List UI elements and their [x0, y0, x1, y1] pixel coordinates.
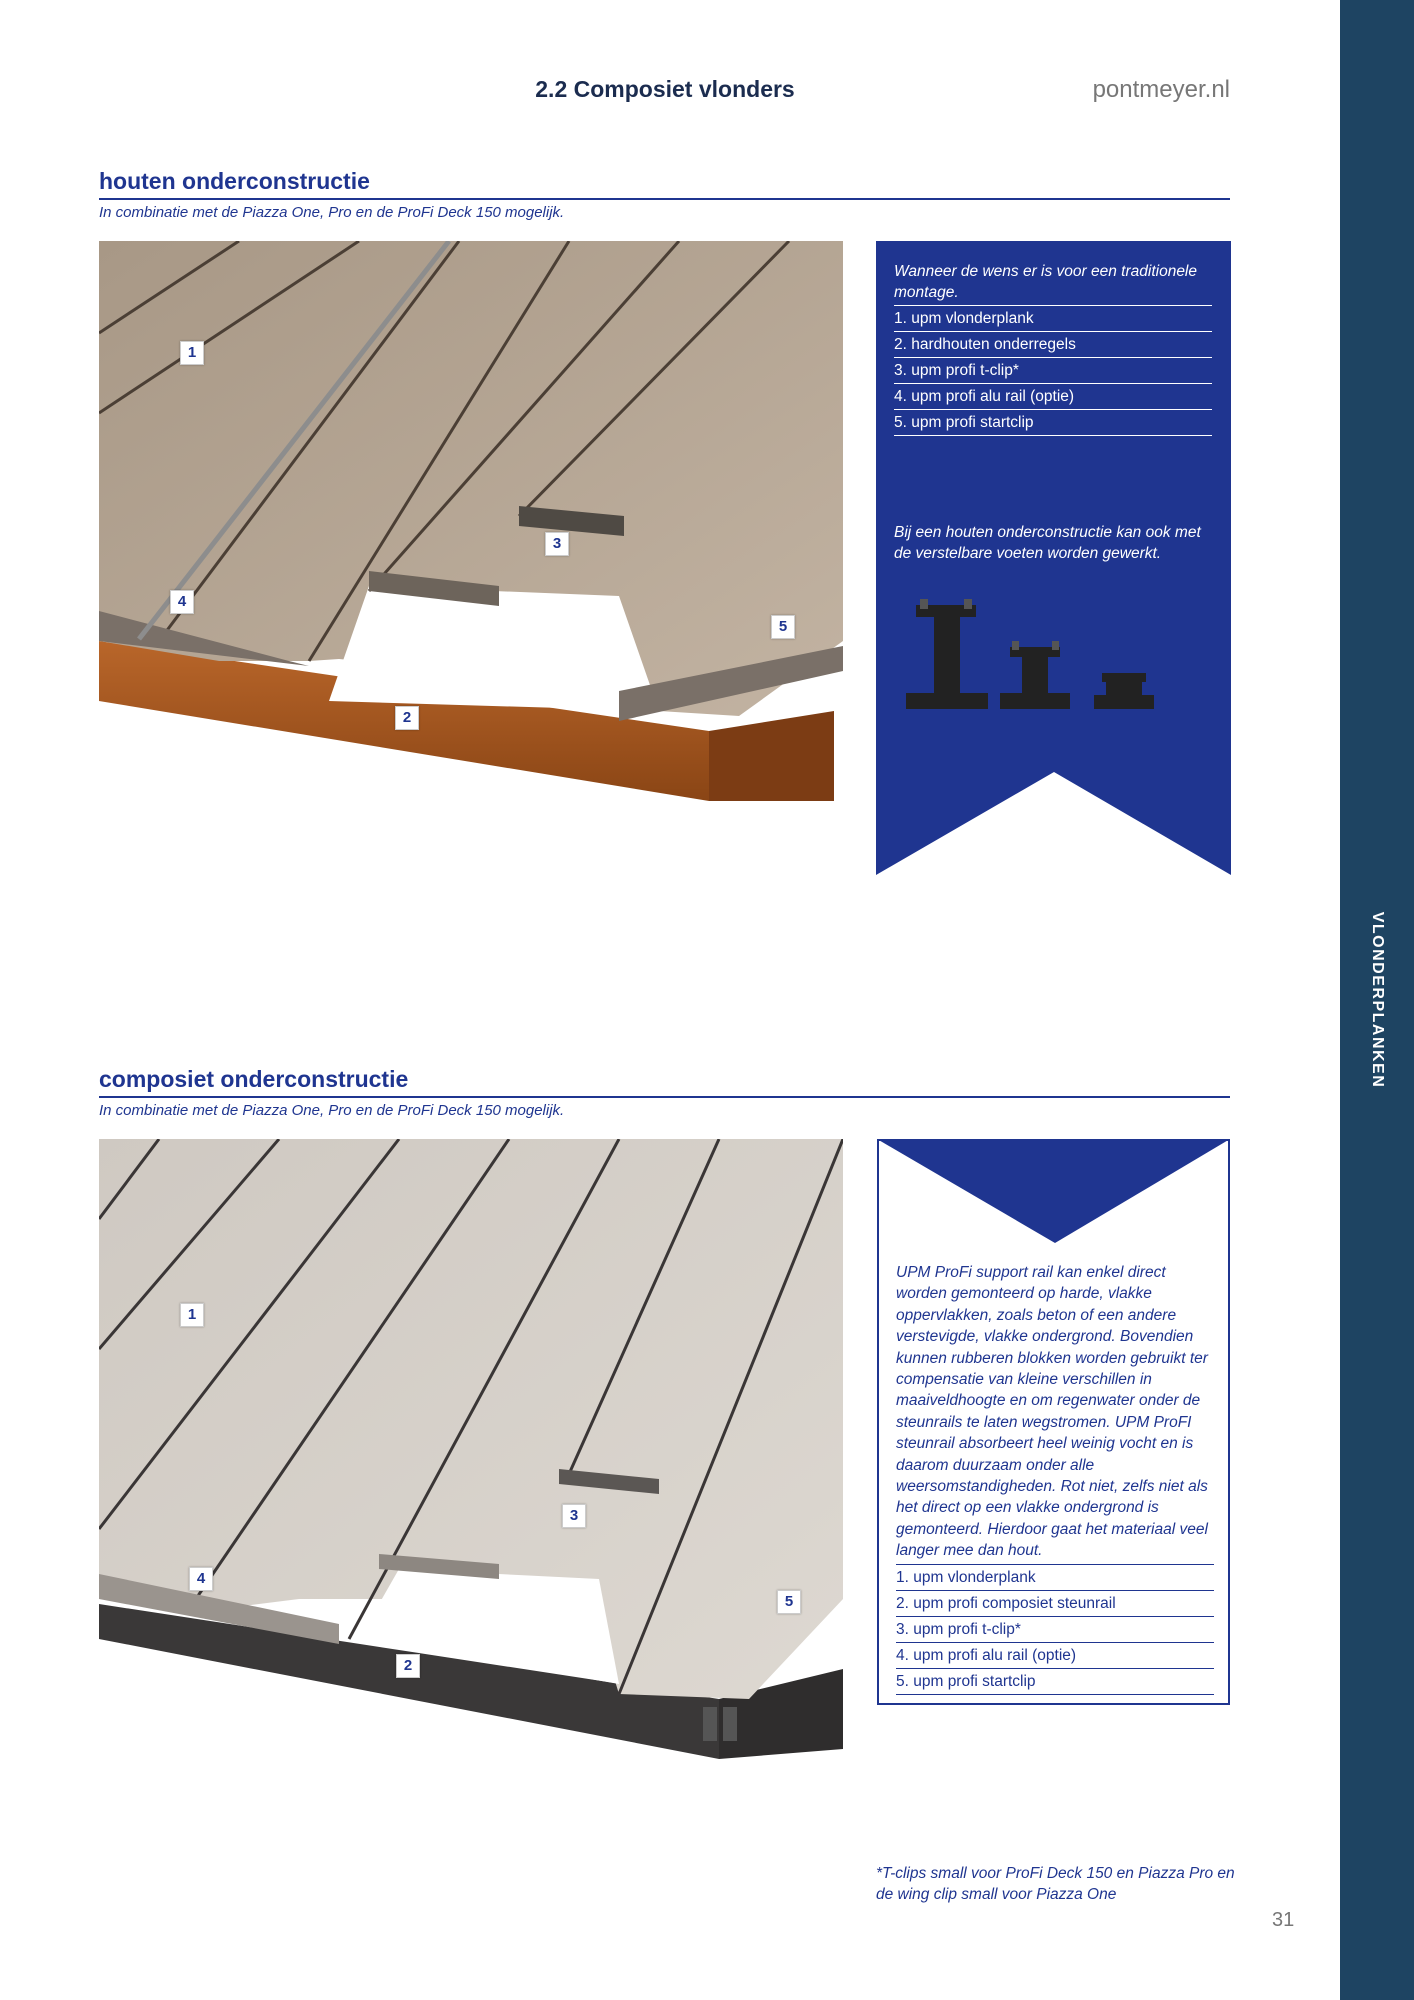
section1-title: houten onderconstructie: [99, 168, 370, 194]
page-title: 2.2 Composiet vlonders: [535, 76, 795, 102]
list-item: 2. upm profi composiet steunrail: [896, 1591, 1214, 1617]
panel-intro: Wanneer de wens er is voor een traditionele montage.: [894, 261, 1212, 306]
list-item: 2. hardhouten onderregels: [894, 332, 1212, 358]
callout-marker-5: 5: [777, 1590, 801, 1614]
page-number: 31: [1272, 1909, 1295, 1931]
parts-list: [894, 306, 1212, 436]
section1-subtitle: In combinatie met de Piazza One, Pro en de ProFi Deck 150 mogelijk.: [99, 204, 565, 221]
list-item: 5. upm profi startclip: [896, 1669, 1214, 1695]
info-panel-composite: [877, 1139, 1230, 1705]
list-item: 1. upm vlonderplank: [894, 306, 1212, 332]
wood-substructure-photo: [99, 241, 843, 841]
list-item: 5. upm profi startclip: [894, 410, 1212, 436]
composite-substructure-photo: [99, 1139, 843, 1784]
parts-list: [896, 1565, 1214, 1695]
section2-rule: [99, 1096, 1230, 1098]
list-item: 4. upm profi alu rail (optie): [896, 1643, 1214, 1669]
callout-marker-2: 2: [396, 1654, 420, 1678]
footnote: *T-clips small voor ProFi Deck 150 en Piazza Pro en de wing clip small voor Piazza One: [876, 1865, 1235, 1903]
callout-marker-2: 2: [395, 706, 419, 730]
list-item: 3. upm profi t-clip*: [896, 1617, 1214, 1643]
list-item: 1. upm vlonderplank: [896, 1565, 1214, 1591]
list-item: 4. upm profi alu rail (optie): [894, 384, 1212, 410]
section2-subtitle: In combinatie met de Piazza One, Pro en de ProFi Deck 150 mogelijk.: [99, 1102, 565, 1119]
site-url: pontmeyer.nl: [1092, 76, 1230, 103]
callout-marker-5: 5: [771, 615, 795, 639]
callout-marker-1: 1: [180, 1303, 204, 1327]
callout-marker-3: 3: [545, 532, 569, 556]
callout-marker-4: 4: [170, 590, 194, 614]
callout-marker-3: 3: [562, 1504, 586, 1528]
panel-chevron: [877, 1139, 1230, 1249]
adjustable-pedestals-image: [876, 585, 1231, 735]
panel-note: Bij een houten onderconstructie kan ook met de verstelbare voeten worden gewerkt.: [894, 524, 1201, 562]
list-item: 3. upm profi t-clip*: [894, 358, 1212, 384]
side-tab-label: VLONDERPLANKEN: [1369, 911, 1386, 1089]
callout-marker-1: 1: [180, 341, 204, 365]
callout-marker-4: 4: [189, 1567, 213, 1591]
section2-title: composiet onderconstructie: [99, 1066, 409, 1092]
section1-rule: [99, 198, 1230, 200]
info-panel-wood: [876, 241, 1231, 875]
panel-paragraph: UPM ProFi support rail kan enkel direct worden gemonteerd op harde, vlakke oppervlakken, zoals beton of een andere verstevigde, vlakke ondergrond. Bovendien kunnen rubberen blokken worden gebruikt ter compensatie van kleine verschillen in maaiveldhoogte en om regenwater onder de steunrails te laten wegstromen. UPM ProFI steunrail absorbeert heel weinig vocht en is daarom duurzaam onder alle weersomstandigheden. Rot niet, zelfs niet als het direct op een vlakke ondergrond is gemonteerd. Hierdoor gaat het materiaal veel langer mee dan hout.: [896, 1262, 1214, 1565]
